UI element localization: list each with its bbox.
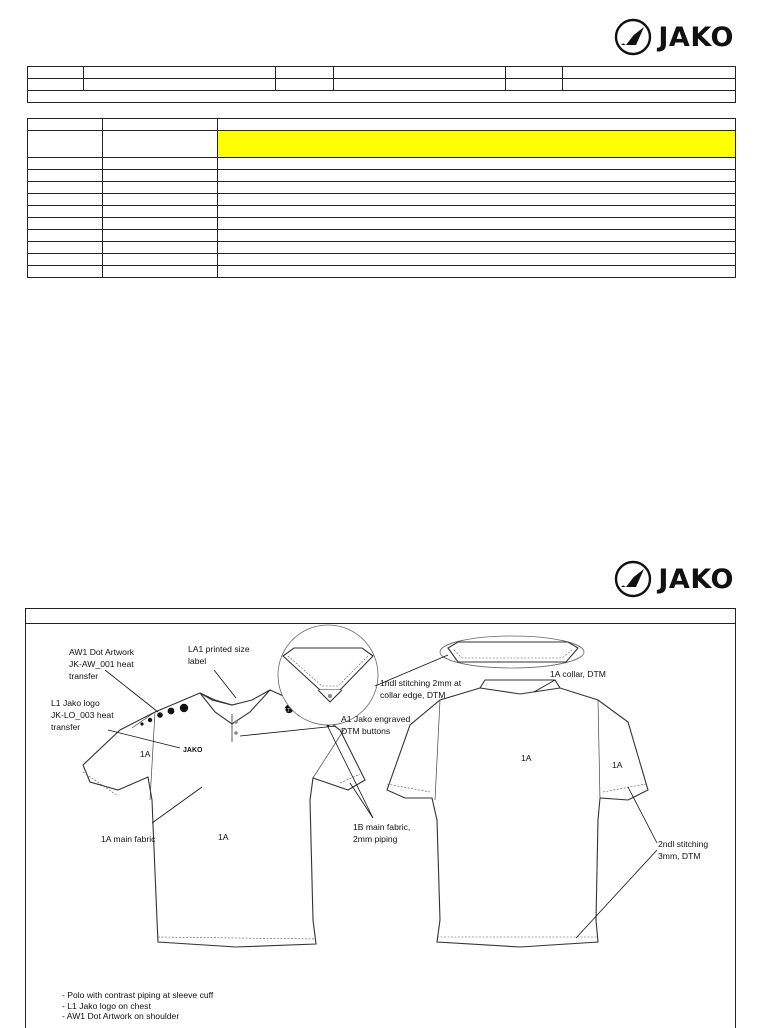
collar-detail-drawing [278, 625, 378, 725]
label-collar: 1A collar, DTM [550, 669, 606, 679]
label-buttons: A1 Jako engraved DTM buttons [341, 714, 411, 736]
label-main-fabric: 1A main fabric [101, 834, 156, 844]
list-item: - L1 Jako logo on chest [62, 1000, 151, 1011]
badge-number: 17 [284, 708, 290, 714]
zone-label-sleeve-back: 1A [612, 760, 623, 770]
label-jako-logo: L1 Jako logo JK-LO_003 heat transfer [51, 698, 114, 732]
zone-label-sleeve-front: 1A [140, 749, 151, 759]
brand-name: JAKO [658, 21, 734, 53]
label-collar-stitching: 1ndl stitching 2mm at collar edge, DTM [380, 678, 462, 700]
design-notes [62, 990, 213, 1022]
list-item: - AW1 Dot Artwork on shoulder [62, 1011, 180, 1021]
front-polo-drawing [83, 690, 365, 947]
label-size-label: LA1 printed size label [188, 644, 250, 666]
chest-logo-text: JAKO [183, 747, 203, 754]
brand-name: JAKO [658, 563, 734, 595]
zone-label-body-front: 1A [218, 832, 229, 842]
zone-label-body-back: 1A [521, 753, 532, 763]
list-item: - Polo with contrast piping at sleeve cuff [62, 990, 214, 1000]
label-dot-artwork: AW1 Dot Artwork JK-AW_001 heat transfer [69, 647, 135, 681]
label-hem-stitching: 2ndl stitching 3mm, DTM [658, 839, 709, 861]
label-piping: 1B main fabric, 2mm piping [353, 822, 411, 844]
